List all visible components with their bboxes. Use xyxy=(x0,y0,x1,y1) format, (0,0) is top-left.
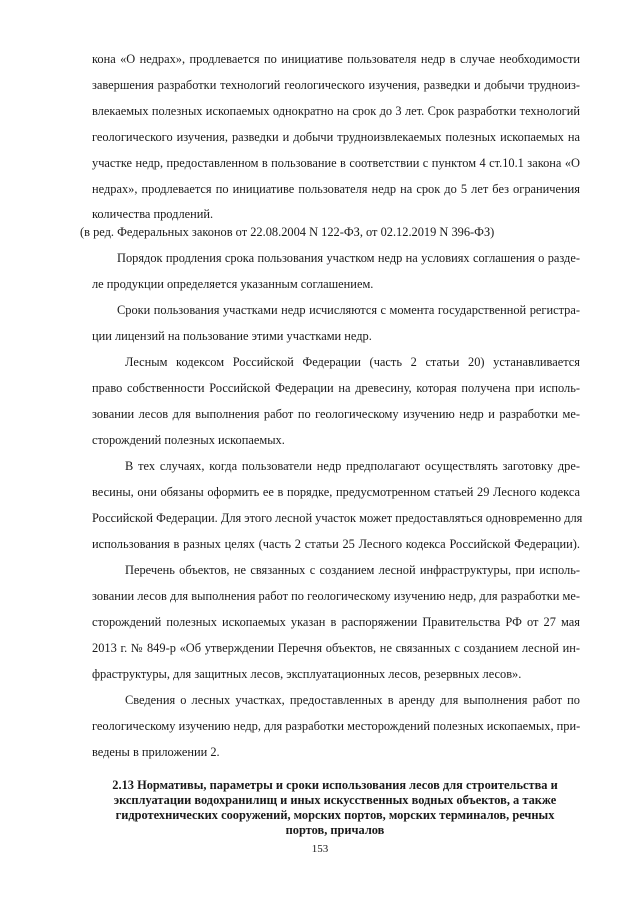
body-line: Сведения о лесных участках, предоставленных в аренду для выполнения работ по xyxy=(125,693,580,707)
body-line: геологического изучения, разведки и добычи трудноизвлекаемых полезных ископаемых на xyxy=(92,130,580,144)
body-line: геологическому изучению недр, для разработки месторождений полезных ископаемых, при- xyxy=(92,719,581,733)
body-line: сторождений полезных ископаемых указан в распоряжении Правительства РФ от 27 мая xyxy=(92,615,580,629)
body-line: зовании лесов для выполнения работ по геологическому изучению недр и разработки ме- xyxy=(92,407,580,421)
body-line: Лесным кодексом Российской Федерации (часть 2 статьи 20) устанавливается xyxy=(125,355,580,369)
body-line: завершения разработки технологий геологического изучения, разведки и добычи трудноиз- xyxy=(92,78,580,92)
body-line: кона «О недрах», продлевается по инициативе пользователя недр в случае необходимости xyxy=(92,52,580,66)
body-line: зовании лесов для выполнения работ по геологическому изучению недр, для разработки ме- xyxy=(92,589,580,603)
body-line: количества продлений. xyxy=(92,207,214,221)
body-line: сторождений полезных ископаемых. xyxy=(92,433,285,447)
body-line: недрах», продлевается по инициативе пользователя недр на срок до 5 лет без ограничения xyxy=(92,182,580,196)
body-line: использования в разных целях (часть 2 статьи 25 Лесного кодекса Российской Федерации). xyxy=(92,537,580,551)
body-line: ведены в приложении 2. xyxy=(92,745,220,759)
page-number: 153 xyxy=(311,843,329,855)
body-line: Сроки пользования участками недр исчисляются с момента государственной регистра- xyxy=(117,303,580,317)
body-line: 2013 г. № 849-р «Об утверждении Перечня объектов, не связанных с созданием лесной ин- xyxy=(92,641,580,655)
body-line: В тех случаях, когда пользователи недр предполагают осуществлять заготовку дре- xyxy=(125,459,580,473)
body-line: Перечень объектов, не связанных с созданием лесной инфраструктуры, при исполь- xyxy=(125,563,580,577)
body-line: участке недр, предоставленном в пользование в соответствии с пунктом 4 ст.10.1 закона «О xyxy=(92,156,580,170)
body-line: фраструктуры, для защитных лесов, эксплуатационных лесов, резервных лесов». xyxy=(92,667,522,681)
body-line: ции лицензий на пользование этими участками недр. xyxy=(92,329,372,343)
section-heading: гидротехнических сооружений, морских портов, морских терминалов, речных xyxy=(115,808,555,822)
body-line: Порядок продления срока пользования участком недр на условиях соглашения о разде- xyxy=(117,251,580,265)
body-line: весины, они обязаны оформить ее в порядке, предусмотренном статьей 29 Лесного кодекса xyxy=(92,485,580,499)
section-heading: эксплуатации водохранилищ и иных искусственных водных объектов, а также xyxy=(113,793,557,807)
section-heading: портов, причалов xyxy=(285,823,385,837)
body-line: Российской Федерации. Для этого лесной участок может предоставляться одновременно для xyxy=(92,511,583,525)
body-line: влекаемых полезных ископаемых однократно на срок до 3 лет. Срок разработки технологий xyxy=(92,104,580,118)
amendment-note: (в ред. Федеральных законов от 22.08.2004 N 122-ФЗ, от 02.12.2019 N 396-ФЗ) xyxy=(80,225,495,239)
body-line: право собственности Российской Федерации на древесину, которая получена при исполь- xyxy=(92,381,580,395)
section-heading: 2.13 Нормативы, параметры и сроки использования лесов для строительства и xyxy=(112,778,558,792)
body-line: ле продукции определяется указанным соглашением. xyxy=(92,277,374,291)
